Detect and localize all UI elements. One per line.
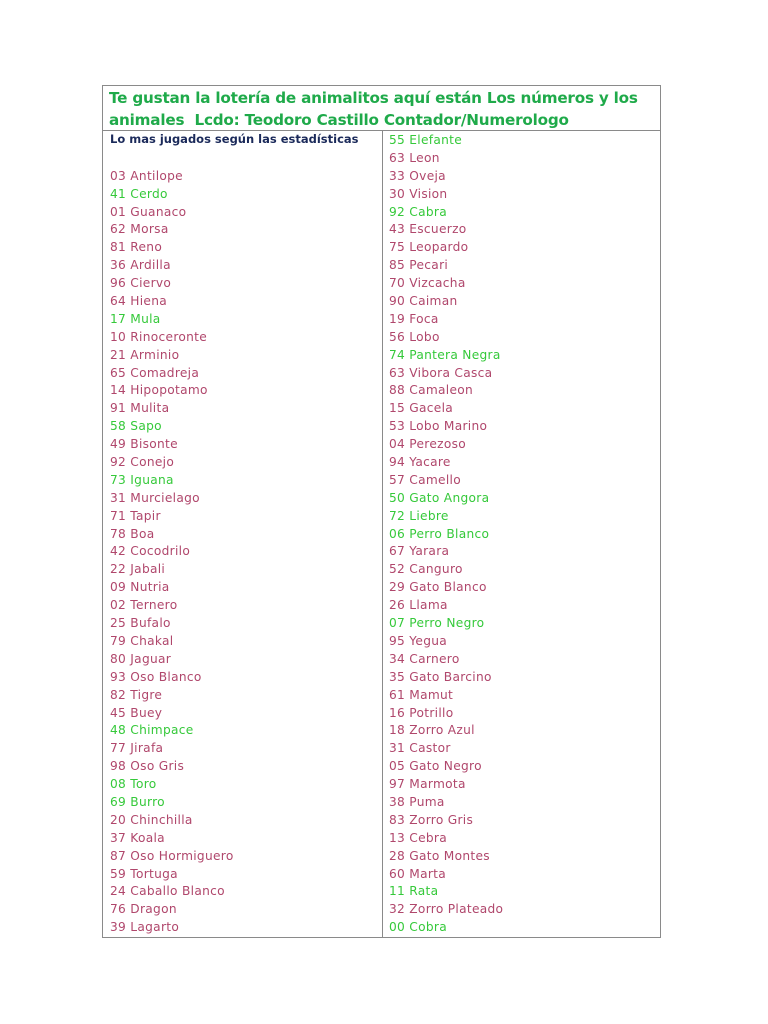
animal-entry: 81 Reno xyxy=(110,240,163,255)
animal-entry: 93 Oso Blanco xyxy=(110,669,202,684)
animal-entry: 59 Tortuga xyxy=(110,866,178,881)
animal-entry: 80 Jaguar xyxy=(110,651,172,666)
animal-entry: 42 Cocodrilo xyxy=(110,544,191,559)
animal-entry: 20 Chinchilla xyxy=(110,812,193,827)
animal-entry: 07 Perro Negro xyxy=(389,616,485,631)
animal-entry: 15 Gacela xyxy=(389,401,454,416)
animal-entry: 01 Guanaco xyxy=(110,204,187,219)
animal-entry: 05 Gato Negro xyxy=(389,759,482,774)
animal-entry: 74 Pantera Negra xyxy=(389,347,501,362)
animal-entry: 71 Tapir xyxy=(110,508,161,523)
animal-entry: 32 Zorro Plateado xyxy=(389,902,504,917)
animal-entry: 52 Canguro xyxy=(389,562,463,577)
animal-entry: 25 Bufalo xyxy=(110,616,171,631)
animal-entry: 97 Marmota xyxy=(389,777,466,792)
animal-entry: 57 Camello xyxy=(389,472,461,487)
animal-entry: 08 Toro xyxy=(110,777,157,792)
animal-entry: 10 Rinoceronte xyxy=(110,329,208,344)
animal-entry: 76 Dragon xyxy=(110,902,177,917)
animal-entry: 83 Zorro Gris xyxy=(389,812,474,827)
animal-entry: 49 Bisonte xyxy=(110,437,178,452)
animal-entry: 60 Marta xyxy=(389,866,447,881)
animal-entry: 37 Koala xyxy=(110,830,165,845)
animal-entry: 18 Zorro Azul xyxy=(389,723,475,738)
left-column xyxy=(103,131,383,937)
animal-entry: 92 Cabra xyxy=(389,204,447,219)
animal-entry: 33 Oveja xyxy=(389,168,446,183)
animal-entry: 96 Ciervo xyxy=(110,276,172,291)
animal-entry: 73 Iguana xyxy=(110,472,174,487)
animal-entry: 13 Cebra xyxy=(389,830,448,845)
columns xyxy=(103,131,660,937)
animal-entry: 03 Antilope xyxy=(110,168,183,183)
animal-entry: 04 Perezoso xyxy=(389,437,466,452)
animal-entry: 92 Conejo xyxy=(110,455,175,470)
animal-entry: 65 Comadreja xyxy=(110,365,200,380)
animal-entry: 78 Boa xyxy=(110,526,155,541)
animal-entry: 35 Gato Barcino xyxy=(389,669,492,684)
animal-entry: 48 Chimpace xyxy=(110,723,194,738)
animal-entry: 06 Perro Blanco xyxy=(389,526,490,541)
animal-entry: 11 Rata xyxy=(389,884,439,899)
animal-entry: 19 Foca xyxy=(389,311,439,326)
animal-entry: 38 Puma xyxy=(389,794,445,809)
stats-heading: Lo mas jugados según las estadísticas xyxy=(110,132,359,146)
animal-entry: 28 Gato Montes xyxy=(389,848,490,863)
animal-entry: 16 Potrillo xyxy=(389,705,454,720)
animal-entry: 95 Yegua xyxy=(389,633,448,648)
animal-entry: 36 Ardilla xyxy=(110,258,171,273)
animal-entry: 63 Leon xyxy=(389,150,440,165)
animal-entry: 91 Mulita xyxy=(110,401,170,416)
animal-entry: 77 Jirafa xyxy=(110,741,164,756)
animal-entry: 31 Murcielago xyxy=(110,490,200,505)
animal-entry: 98 Oso Gris xyxy=(110,759,185,774)
animal-entry: 24 Caballo Blanco xyxy=(110,884,225,899)
animal-entry: 87 Oso Hormiguero xyxy=(110,848,234,863)
right-column xyxy=(383,131,660,937)
animal-entry: 56 Lobo xyxy=(389,329,440,344)
animal-entry: 39 Lagarto xyxy=(110,920,180,935)
animal-entry: 67 Yarara xyxy=(389,544,450,559)
animal-entry: 64 Hiena xyxy=(110,294,168,309)
animal-entry: 62 Morsa xyxy=(110,222,169,237)
animal-entry: 22 Jabali xyxy=(110,562,166,577)
animal-entry: 82 Tigre xyxy=(110,687,163,702)
animal-entry: 61 Mamut xyxy=(389,687,454,702)
animal-entry: 00 Cobra xyxy=(389,920,447,935)
animal-entry: 72 Liebre xyxy=(389,508,449,523)
document-title: Te gustan la lotería de animalitos aquí están Los números y los animales Lcdo: Teodoro Castillo Contador/Numerologo xyxy=(103,86,660,131)
animal-entry: 26 Llama xyxy=(389,598,448,613)
animal-entry: 21 Arminio xyxy=(110,347,180,362)
animal-entry: 79 Chakal xyxy=(110,633,174,648)
animal-entry: 45 Buey xyxy=(110,705,163,720)
blank-row xyxy=(110,150,382,168)
animal-entry: 90 Caiman xyxy=(389,294,458,309)
animal-entry: 70 Vizcacha xyxy=(389,276,466,291)
left-animal-list xyxy=(110,168,382,937)
animal-entry: 43 Escuerzo xyxy=(389,222,467,237)
animal-entry: 31 Castor xyxy=(389,741,451,756)
animal-entry: 41 Cerdo xyxy=(110,186,168,201)
animal-entry: 50 Gato Angora xyxy=(389,490,490,505)
animal-entry: 55 Elefante xyxy=(389,133,463,147)
animal-entry: 53 Lobo Marino xyxy=(389,419,488,434)
animal-entry: 34 Carnero xyxy=(389,651,460,666)
animal-entry: 75 Leopardo xyxy=(389,240,469,255)
animal-entry: 85 Pecari xyxy=(389,258,449,273)
animal-entry: 94 Yacare xyxy=(389,455,451,470)
right-animal-list xyxy=(389,132,660,937)
animal-entry: 17 Mula xyxy=(110,311,161,326)
lottery-table xyxy=(102,85,661,938)
animal-entry: 58 Sapo xyxy=(110,419,162,434)
animal-entry: 63 Vibora Casca xyxy=(389,365,493,380)
animal-entry: 69 Burro xyxy=(110,794,165,809)
animal-entry: 09 Nutria xyxy=(110,580,170,595)
animal-entry: 14 Hipopotamo xyxy=(110,383,208,398)
animal-entry: 02 Ternero xyxy=(110,598,178,613)
animal-entry: 88 Camaleon xyxy=(389,383,474,398)
animal-entry: 30 Vision xyxy=(389,186,448,201)
animal-entry: 29 Gato Blanco xyxy=(389,580,487,595)
